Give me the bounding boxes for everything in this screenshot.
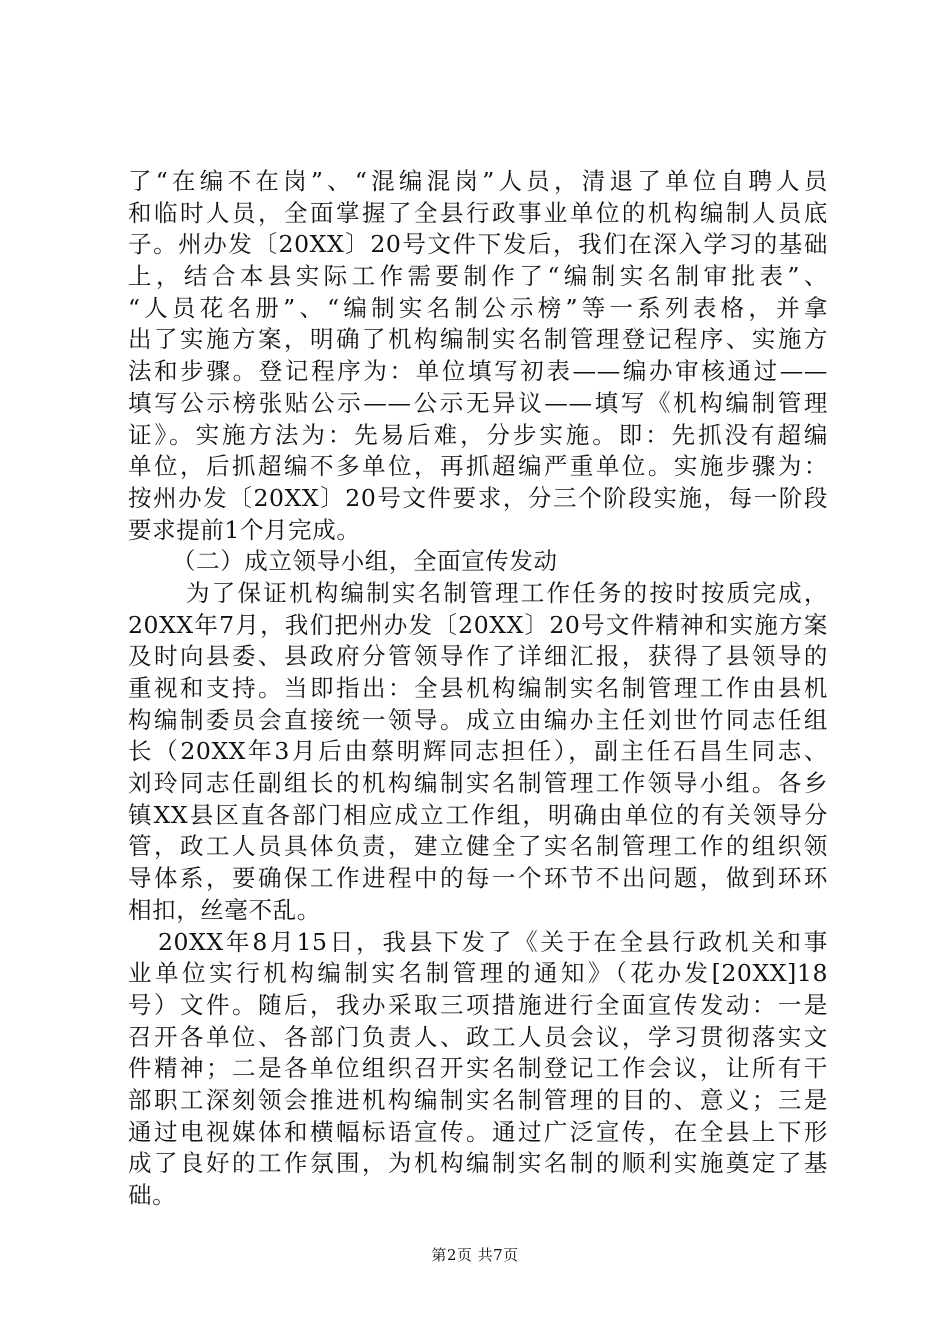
text-line: 单位，后抓超编不多单位，再抓超编严重单位。实施步骤为： <box>128 452 828 481</box>
text-line: 证》。实施方法为：先易后难，分步实施。即：先抓没有超编 <box>128 420 828 449</box>
text-line: 镇XX县区直各部门相应成立工作组，明确由单位的有关领导分 <box>128 800 828 829</box>
page-number-footer: 第2页 共7页 <box>431 1246 519 1264</box>
text-line: 和临时人员，全面掌握了全县行政事业单位的机构编制人员底 <box>128 198 828 227</box>
paragraph-leadership <box>128 578 828 927</box>
text-line: 20XX年7月，我们把州办发〔20XX〕20号文件精神和实施方案 <box>128 610 828 639</box>
text-line: 要求提前1个月完成。 <box>128 515 361 544</box>
text-line: 出了实施方案，明确了机构编制实名制管理登记程序、实施方 <box>128 325 828 354</box>
text-line: 件精神；二是各单位组织召开实名制登记工作会议，让所有干 <box>128 1054 828 1083</box>
text-line: 相扣，丝毫不乱。 <box>128 895 321 924</box>
text-line: 重视和支持。当即指出：全县机构编制实名制管理工作由县机 <box>128 674 828 702</box>
text-line: 子。州办发〔20XX〕20号文件下发后，我们在深入学习的基础 <box>128 230 828 259</box>
text-line: 业单位实行机构编制实名制管理的通知》（花办发[20XX]18 <box>128 959 828 988</box>
text-line: 及时向县委、县政府分管领导作了详细汇报，获得了县领导的 <box>128 642 828 671</box>
text-line: 础。 <box>128 1181 177 1209</box>
section-heading: （二）成立领导小组，全面宣传发动 <box>172 547 558 576</box>
text-line: 刘玲同志任副组长的机构编制实名制管理工作领导小组。各乡 <box>128 769 828 798</box>
text-line: 召开各单位、各部门负责人、政工人员会议，学习贯彻落实文 <box>128 1022 828 1051</box>
text-line: 构编制委员会直接统一领导。成立由编办主任刘世竹同志任组 <box>128 705 828 734</box>
text-line: 长（20XX年3月后由蔡明辉同志担任），副主任石昌生同志、 <box>128 737 828 766</box>
text-line: 部职工深刻领会推进机构编制实名制管理的目的、意义；三是 <box>128 1085 828 1114</box>
text-line: 20XX年8月15日，我县下发了《关于在全县行政机关和事 <box>158 927 828 956</box>
text-line: 按州办发〔20XX〕20号文件要求，分三个阶段实施，每一阶段 <box>128 483 828 512</box>
text-line: 成了良好的工作氛围，为机构编制实名制的顺利实施奠定了基 <box>128 1149 828 1178</box>
document-body <box>128 166 828 1212</box>
text-line: 导体系，要确保工作进程中的每一个环节不出问题，做到环环 <box>128 864 828 893</box>
text-line: 填写公示榜张贴公示——公示无异议——填写《机构编制管理 <box>128 388 828 417</box>
text-line: 号）文件。随后，我办采取三项措施进行全面宣传发动：一是 <box>128 990 828 1019</box>
paragraph-continued <box>128 166 828 546</box>
text-line: 上，结合本县实际工作需要制作了“编制实名制审批表”、 <box>128 262 828 291</box>
text-line: 为了保证机构编制实名制管理工作任务的按时按质完成， <box>186 578 828 607</box>
paragraph-publicity <box>128 927 828 1212</box>
text-line: “人员花名册”、“编制实名制公示榜”等一系列表格，并拿 <box>128 293 828 322</box>
text-line: 管，政工人员具体负责，建立健全了实名制管理工作的组织领 <box>128 832 828 861</box>
text-line: 通过电视媒体和横幅标语宣传。通过广泛宣传，在全县上下形 <box>128 1117 828 1146</box>
text-line: 法和步骤。登记程序为：单位填写初表——编办审核通过—— <box>128 357 828 386</box>
text-line: 了“在编不在岗”、“混编混岗”人员，清退了单位自聘人员 <box>128 167 828 195</box>
